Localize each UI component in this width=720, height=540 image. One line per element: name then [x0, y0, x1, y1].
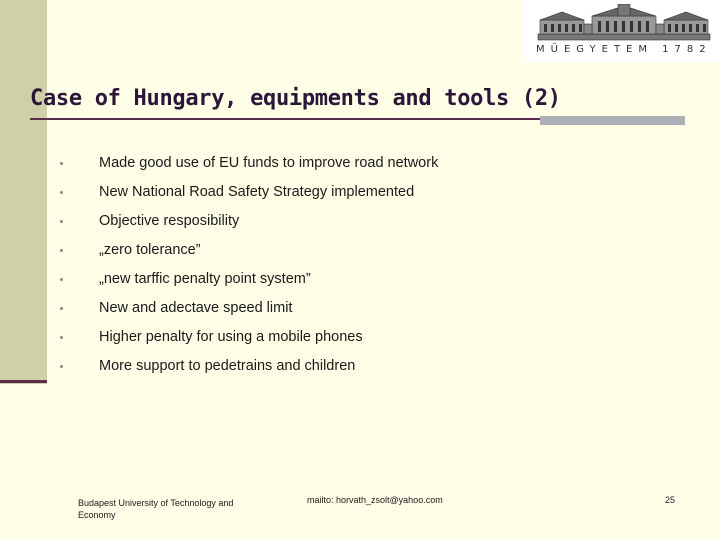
list-item	[60, 271, 460, 288]
bullet-dot-icon	[60, 278, 63, 281]
left-decor-rule	[0, 380, 47, 383]
list-item	[60, 358, 460, 375]
title-accent-bar	[540, 116, 685, 125]
bullet-text: „new tarffic penalty point system”	[99, 271, 311, 287]
bullet-text: More support to pedetrains and children	[99, 358, 356, 374]
bullet-text: Made good use of EU funds to improve road network	[99, 155, 439, 171]
university-building-icon	[536, 4, 712, 44]
bullet-dot-icon	[60, 365, 63, 368]
bullet-list	[60, 155, 460, 387]
bullet-text: New National Road Safety Strategy implemented	[99, 184, 415, 200]
page-number: 25	[665, 495, 676, 505]
bullet-text: Higher penalty for using a mobile phones	[99, 329, 363, 345]
footer-contact-link[interactable]: mailto: horvath_zsolt@yahoo.com	[307, 495, 443, 505]
list-item	[60, 213, 460, 230]
bullet-dot-icon	[60, 307, 63, 310]
list-item	[60, 242, 460, 259]
footer-institution: Budapest University of Technology and Economy	[78, 498, 234, 520]
list-item	[60, 329, 460, 346]
bullet-dot-icon	[60, 191, 63, 194]
list-item	[60, 184, 460, 201]
bullet-dot-icon	[60, 249, 63, 252]
left-decor-band	[0, 0, 47, 384]
bullet-dot-icon	[60, 162, 63, 165]
bullet-text: Objective resposibility	[99, 213, 240, 229]
bullet-dot-icon	[60, 336, 63, 339]
logo-text: MŰEGYETEM 1782	[536, 44, 712, 55]
university-logo	[522, 0, 720, 62]
slide-title: Case of Hungary, equipments and tools (2)	[30, 86, 561, 111]
list-item	[60, 300, 460, 317]
list-item	[60, 155, 460, 172]
bullet-dot-icon	[60, 220, 63, 223]
bullet-text: New and adectave speed limit	[99, 300, 293, 316]
bullet-text: „zero tolerance”	[99, 242, 201, 258]
